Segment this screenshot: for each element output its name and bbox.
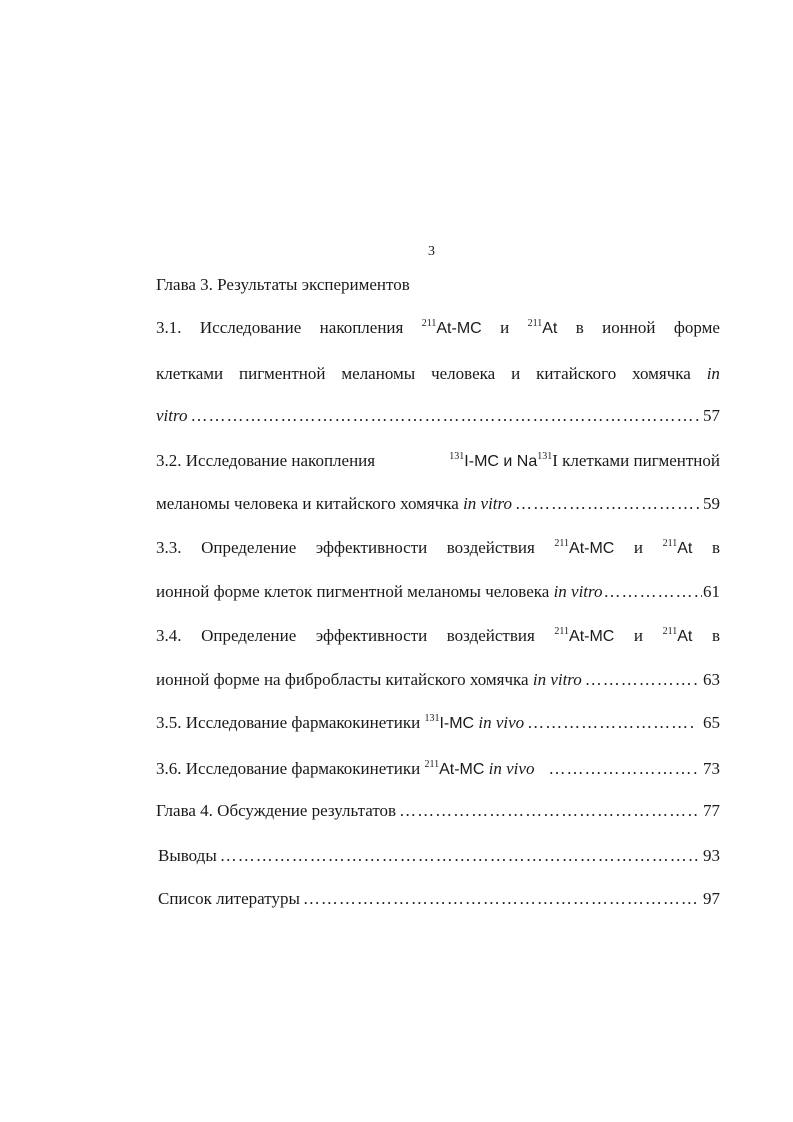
toc-entry-3-6: 3.6. Исследование фармакокинетики $^{211}$At-MC in vivo ………………………………………………………………………………………………………………………………………………………… 73: [156, 759, 720, 780]
toc-page-number: 97: [703, 889, 720, 908]
leader-dots: [515, 494, 700, 514]
toc-entry-references: Список литературы ………………………………………………………………………………………………………………………………………………………… 97: [158, 889, 720, 909]
toc-entry-3-3-line-2: ионной форме клеток пигментной меланомы человека in vitro ………………………………………………………………………………………………………………………………………………………… 61: [156, 582, 720, 602]
toc-page-number: 63: [703, 670, 720, 689]
leader-dots: [527, 713, 693, 733]
chapter-3-heading: Глава 3. Результаты экспериментов: [156, 275, 410, 294]
toc-entry-3-3-line-1: 3.3. Определение эффективности воздействия $^{211}$At-MC и $^{211}$At в: [156, 538, 720, 557]
toc-page-number: 59: [703, 494, 720, 513]
leader-dots: [604, 582, 702, 602]
page-number: 3: [428, 244, 435, 259]
leader-dots: [190, 406, 700, 426]
toc-page-number: 61: [703, 582, 720, 601]
toc-entry-3-5: 3.5. Исследование фармакокинетики $^{131}$I-MC in vivo ………………………………………………………………………………………………………………………………………………………… 65: [156, 713, 720, 734]
toc-entry-3-4-line-2: ионной форме на фибробласты китайского хомячка in vitro ………………………………………………………………………………………………………………………………………………………… 63: [156, 670, 720, 690]
toc-entry-3-2-line-1: 3.2. Исследование накопления $^{131}$I-MC и Na$^{131}$I клетками пигментной: [156, 451, 720, 470]
toc-page-number: 93: [703, 846, 720, 865]
toc-page-number: 77: [703, 801, 720, 820]
leader-dots: [585, 670, 700, 690]
toc-entry-chapter-4: Глава 4. Обсуждение результатов ………………………………………………………………………………………………………………………………………………………… 77: [156, 801, 720, 821]
toc-page-number: 57: [703, 406, 720, 425]
toc-page-number: 65: [703, 713, 720, 732]
toc-entry-3-2-line-2: меланомы человека и китайского хомячка in vitro ………………………………………………………………………………………………………………………………………………………… 59: [156, 494, 720, 514]
toc-entry-3-4-line-1: 3.4. Определение эффективности воздействия $^{211}$At-MC и $^{211}$At в: [156, 626, 720, 645]
leader-dots: [220, 846, 700, 866]
toc-entry-3-1-line-3: vitro ………………………………………………………………………………………………………………………………………………………… 57: [156, 406, 720, 426]
leader-dots: [399, 801, 700, 821]
leader-dots: [548, 759, 700, 779]
toc-page-number: 73: [703, 759, 720, 778]
toc-entry-3-1-line-2: клетками пигментной меланомы человека и китайского хомячка in: [156, 364, 720, 383]
toc-entry-3-1-line-1: 3.1. Исследование накопления $^{211}$At-MC и $^{211}$At в ионной форме: [156, 318, 720, 337]
leader-dots: [303, 889, 700, 909]
toc-entry-conclusions: Выводы ………………………………………………………………………………………………………………………………………………………… 93: [158, 846, 720, 866]
